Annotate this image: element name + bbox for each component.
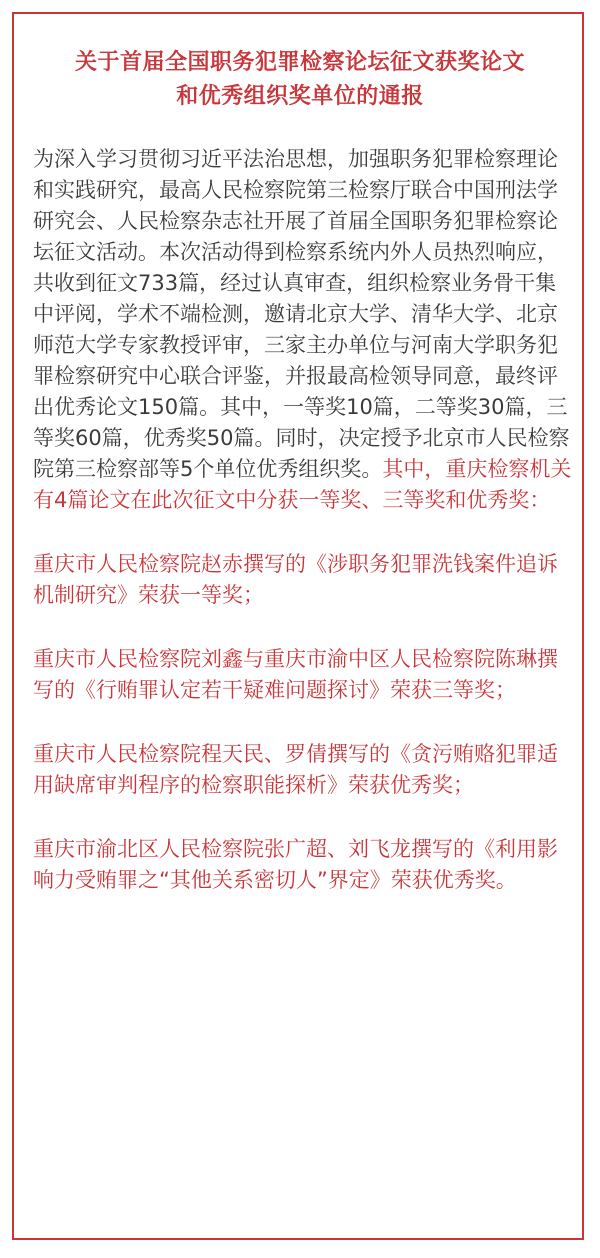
title-line-1: 关于首届全国职务犯罪检察论坛征文获奖论文: [74, 50, 525, 75]
award-item-1: 重庆市人民检察院赵赤撰写的《涉职务犯罪洗钱案件追诉机制研究》荣获一等奖；: [33, 552, 558, 607]
title-line-2: 和优秀组织奖单位的通报: [176, 84, 424, 109]
notice-title: [27, 46, 573, 114]
award-item-2: 重庆市人民检察院刘鑫与重庆市渝中区人民检察院陈琳撰写的《行贿罪认定若干疑难问题探讨》荣获三等奖；: [33, 647, 558, 702]
intro-paragraph: [33, 144, 573, 516]
award-item-4: 重庆市渝北区人民检察院张广超、刘飞龙撰写的《利用影响力受贿罪之“其他关系密切人”界定》荣获优秀奖。: [33, 837, 558, 892]
intro-highlight: 其中，重庆检察机关有4篇论文在此次征文中分获一等奖、三等奖和优秀奖：: [33, 457, 572, 512]
notice-content: [33, 46, 573, 896]
award-item-3: 重庆市人民检察院程天民、罗倩撰写的《贪污贿赂犯罪适用缺席审判程序的检察职能探析》荣获优秀奖；: [33, 742, 558, 797]
intro-text: 为深入学习贯彻习近平法治思想，加强职务犯罪检察理论和实践研究，最高人民检察院第三检察厅联合中国刑法学研究会、人民检察杂志社开展了首届全国职务犯罪检察论坛征文活动。本次活动得到检察系统内外人员热烈响应，共收到征文733篇，经过认真审查，组织检察业务骨干集中评阅，学术不端检测，邀请北京大学、清华大学、北京师范大学专家教授评审，三家主办单位与河南大学职务犯罪检察研究中心联合评鉴，并报最高检领导同意，最终评出优秀论文150篇。其中，一等奖10篇，二等奖30篇，三等奖60篇，优秀奖50篇。同时，决定授予北京市人民检察院第三检察部等5个单位优秀组织奖。: [33, 147, 570, 481]
